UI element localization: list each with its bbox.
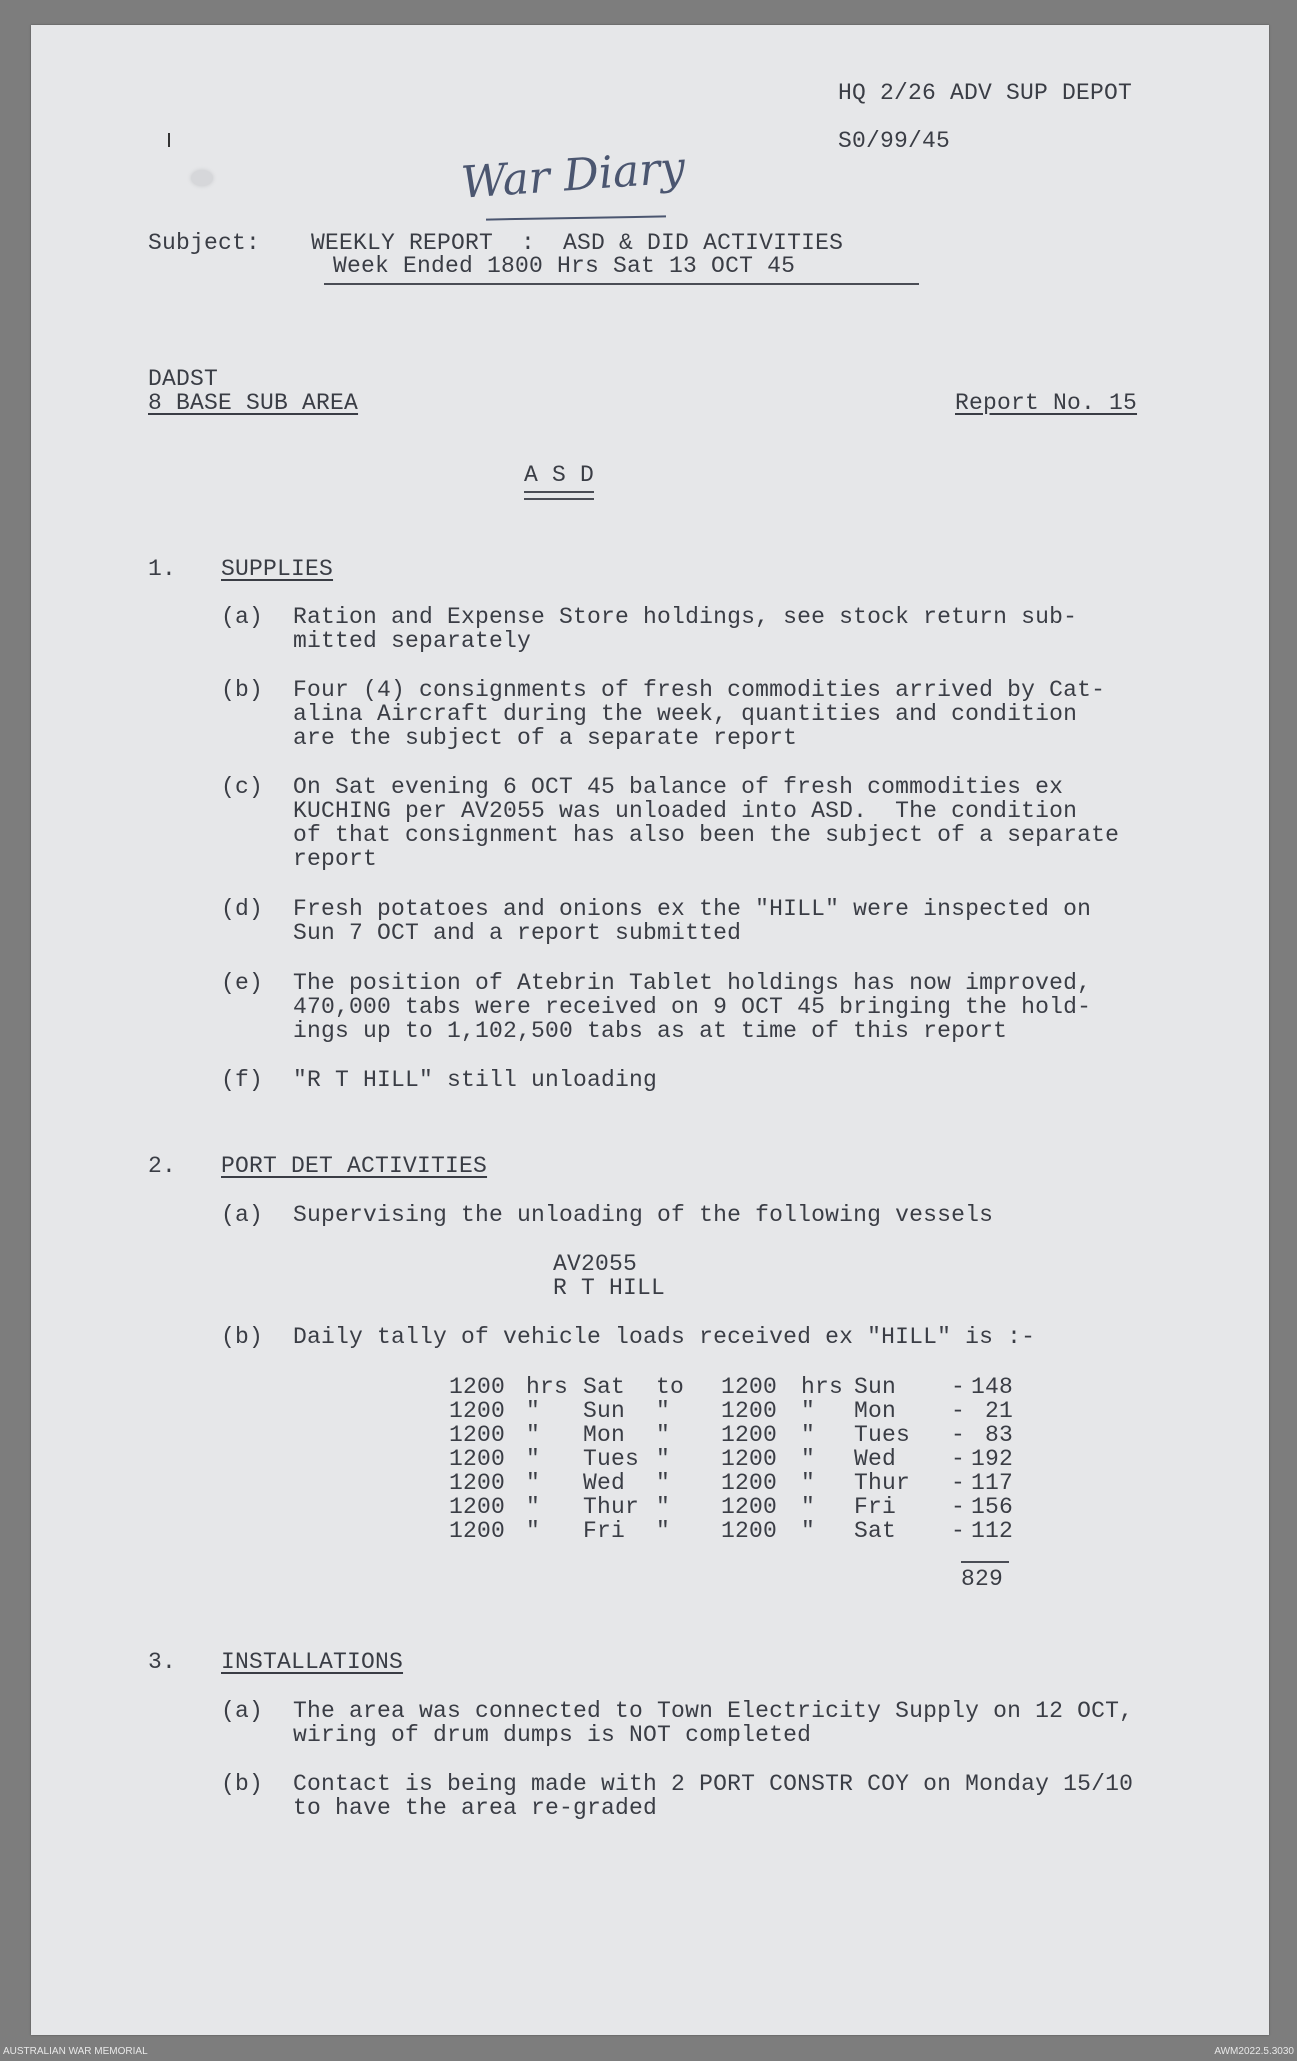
tally-cell-c6: " (801, 1422, 816, 1448)
item-text-line: "R T HILL" still unloading (293, 1067, 658, 1093)
item-text-line: Daily tally of vehicle loads received ex "HILL" is :- (293, 1324, 1036, 1350)
section-number: 1. (148, 556, 177, 582)
tally-cell-dash: - (951, 1422, 966, 1448)
tally-cell-c5: 1200 (721, 1398, 778, 1424)
tally-cell-count: 192 (971, 1446, 1014, 1472)
tally-cell-dash: - (951, 1398, 966, 1424)
section-title-underline (524, 491, 594, 500)
item-text-line: KUCHING per AV2055 was unloaded into ASD. The condition (293, 798, 1078, 824)
item-label: (f) (221, 1067, 264, 1093)
tally-cell-c5: 1200 (721, 1422, 778, 1448)
section-heading-installations: INSTALLATIONS (221, 1649, 404, 1675)
vessel-name: AV2055 (553, 1251, 638, 1277)
section-number: 2. (148, 1153, 177, 1179)
tally-cell-c2: hrs (526, 1374, 569, 1400)
tally-cell-c5: 1200 (721, 1470, 778, 1496)
item-label: (d) (221, 896, 264, 922)
item-text-line: wiring of drum dumps is NOT completed (293, 1722, 812, 1748)
subject-underline (324, 283, 919, 285)
item-label: (b) (221, 677, 264, 703)
item-label: (b) (221, 1324, 264, 1350)
pen-mark (168, 133, 170, 147)
item-text-line: to have the area re-graded (293, 1795, 658, 1821)
tally-cell-count: 112 (971, 1518, 1014, 1544)
subject-line-2: Week Ended 1800 Hrs Sat 13 OCT 45 (333, 253, 796, 279)
item-text-line: Fresh potatoes and onions ex the "HILL" were inspected on (293, 896, 1092, 922)
addressee-line-1: DADST (148, 366, 219, 392)
tally-cell-c6: " (801, 1398, 816, 1424)
item-text-line: ings up to 1,102,500 tabs as at time of this report (293, 1018, 1008, 1044)
tally-cell-c4: " (656, 1518, 671, 1544)
report-number: Report No. 15 (955, 390, 1138, 416)
tally-cell-c3: Mon (583, 1422, 626, 1448)
handwritten-annotation: War Diary (459, 142, 687, 209)
item-text-line: Ration and Expense Store holdings, see stock return sub- (293, 604, 1078, 630)
tally-total-rule (961, 1561, 1009, 1563)
tally-cell-c3: Wed (583, 1470, 626, 1496)
tally-cell-c4: " (656, 1398, 671, 1424)
tally-cell-c1: 1200 (449, 1398, 506, 1424)
item-text-line: Sun 7 OCT and a report submitted (293, 920, 742, 946)
item-text-line: The area was connected to Town Electricity Supply on 12 OCT, (293, 1698, 1134, 1724)
addressee-line-2: 8 BASE SUB AREA (148, 390, 359, 416)
tally-cell-count: 21 (984, 1398, 1013, 1424)
tally-cell-dash: - (951, 1446, 966, 1472)
item-label: (b) (221, 1771, 264, 1797)
tally-cell-c2: " (526, 1398, 541, 1424)
tally-cell-c2: " (526, 1494, 541, 1520)
footer-archive-name: AUSTRALIAN WAR MEMORIAL (3, 2046, 148, 2057)
tally-cell-c1: 1200 (449, 1446, 506, 1472)
tally-cell-c7: Wed (854, 1446, 897, 1472)
tally-total: 829 (961, 1566, 1004, 1592)
tally-cell-count: 148 (971, 1374, 1014, 1400)
tally-cell-c7: Sat (854, 1518, 897, 1544)
handwritten-underline (486, 215, 666, 220)
tally-cell-c1: 1200 (449, 1518, 506, 1544)
tally-cell-c4: " (656, 1446, 671, 1472)
tally-cell-count: 83 (984, 1422, 1013, 1448)
item-text-line: alina Aircraft during the week, quantities and condition (293, 701, 1078, 727)
tally-cell-c5: 1200 (721, 1374, 778, 1400)
tally-cell-c7: Tues (854, 1422, 911, 1448)
tally-cell-c6: " (801, 1494, 816, 1520)
tally-cell-c1: 1200 (449, 1374, 506, 1400)
tally-cell-c4: " (656, 1470, 671, 1496)
tally-cell-c6: " (801, 1446, 816, 1472)
tally-cell-c7: Fri (854, 1494, 897, 1520)
vessel-name: R T HILL (553, 1275, 666, 1301)
item-text-line: mitted separately (293, 628, 532, 654)
item-text-line: are the subject of a separate report (293, 725, 798, 751)
tally-cell-c1: 1200 (449, 1494, 506, 1520)
item-label: (a) (221, 604, 264, 630)
subject-label: Subject: (148, 230, 261, 256)
item-text-line: report (293, 846, 378, 872)
file-reference: S0/99/45 (838, 128, 951, 154)
item-label: (a) (221, 1698, 264, 1724)
tally-cell-dash: - (951, 1518, 966, 1544)
section-title: A S D (524, 462, 595, 488)
tally-cell-c1: 1200 (449, 1470, 506, 1496)
section-heading-port-det: PORT DET ACTIVITIES (221, 1153, 488, 1179)
item-label: (a) (221, 1202, 264, 1228)
item-text-line: 470,000 tabs were received on 9 OCT 45 bringing the hold- (293, 994, 1092, 1020)
tally-cell-c1: 1200 (449, 1422, 506, 1448)
subject-line-1: WEEKLY REPORT : ASD & DID ACTIVITIES (311, 230, 844, 256)
tally-cell-c2: " (526, 1518, 541, 1544)
tally-cell-c5: 1200 (721, 1518, 778, 1544)
tally-cell-dash: - (951, 1494, 966, 1520)
item-label: (c) (221, 774, 264, 800)
tally-cell-c4: " (656, 1422, 671, 1448)
hq-heading: HQ 2/26 ADV SUP DEPOT (838, 80, 1133, 106)
section-heading-supplies: SUPPLIES (221, 556, 334, 582)
tally-cell-c5: 1200 (721, 1494, 778, 1520)
paper-blemish (191, 170, 213, 186)
tally-cell-c2: " (526, 1422, 541, 1448)
tally-cell-c7: Sun (854, 1374, 897, 1400)
item-text-line: Contact is being made with 2 PORT CONSTR COY on Monday 15/10 (293, 1771, 1134, 1797)
item-text-line: On Sat evening 6 OCT 45 balance of fresh commodities ex (293, 774, 1064, 800)
section-number: 3. (148, 1649, 177, 1675)
tally-cell-count: 117 (971, 1470, 1014, 1496)
item-text-line: Four (4) consignments of fresh commodities arrived by Cat- (293, 677, 1106, 703)
document-page (31, 25, 1269, 2035)
tally-cell-c3: Sat (583, 1374, 626, 1400)
tally-cell-c3: Thur (583, 1494, 640, 1520)
tally-cell-c4: to (656, 1374, 685, 1400)
tally-cell-c7: Thur (854, 1470, 911, 1496)
item-label: (e) (221, 970, 264, 996)
tally-cell-count: 156 (971, 1494, 1014, 1520)
tally-cell-c6: hrs (801, 1374, 844, 1400)
tally-cell-c4: " (656, 1494, 671, 1520)
tally-cell-c3: Fri (583, 1518, 626, 1544)
item-text-line: The position of Atebrin Tablet holdings has now improved, (293, 970, 1092, 996)
item-text-line: Supervising the unloading of the following vessels (293, 1202, 994, 1228)
tally-cell-c2: " (526, 1470, 541, 1496)
tally-cell-c6: " (801, 1518, 816, 1544)
tally-cell-c7: Mon (854, 1398, 897, 1424)
item-text-line: of that consignment has also been the subject of a separate (293, 822, 1120, 848)
tally-cell-c3: Tues (583, 1446, 640, 1472)
tally-cell-c3: Sun (583, 1398, 626, 1424)
footer-archive-id: AWM2022.5.3030 (1214, 2046, 1294, 2057)
tally-cell-c5: 1200 (721, 1446, 778, 1472)
tally-cell-dash: - (951, 1470, 966, 1496)
tally-cell-dash: - (951, 1374, 966, 1400)
tally-cell-c2: " (526, 1446, 541, 1472)
tally-cell-c6: " (801, 1470, 816, 1496)
